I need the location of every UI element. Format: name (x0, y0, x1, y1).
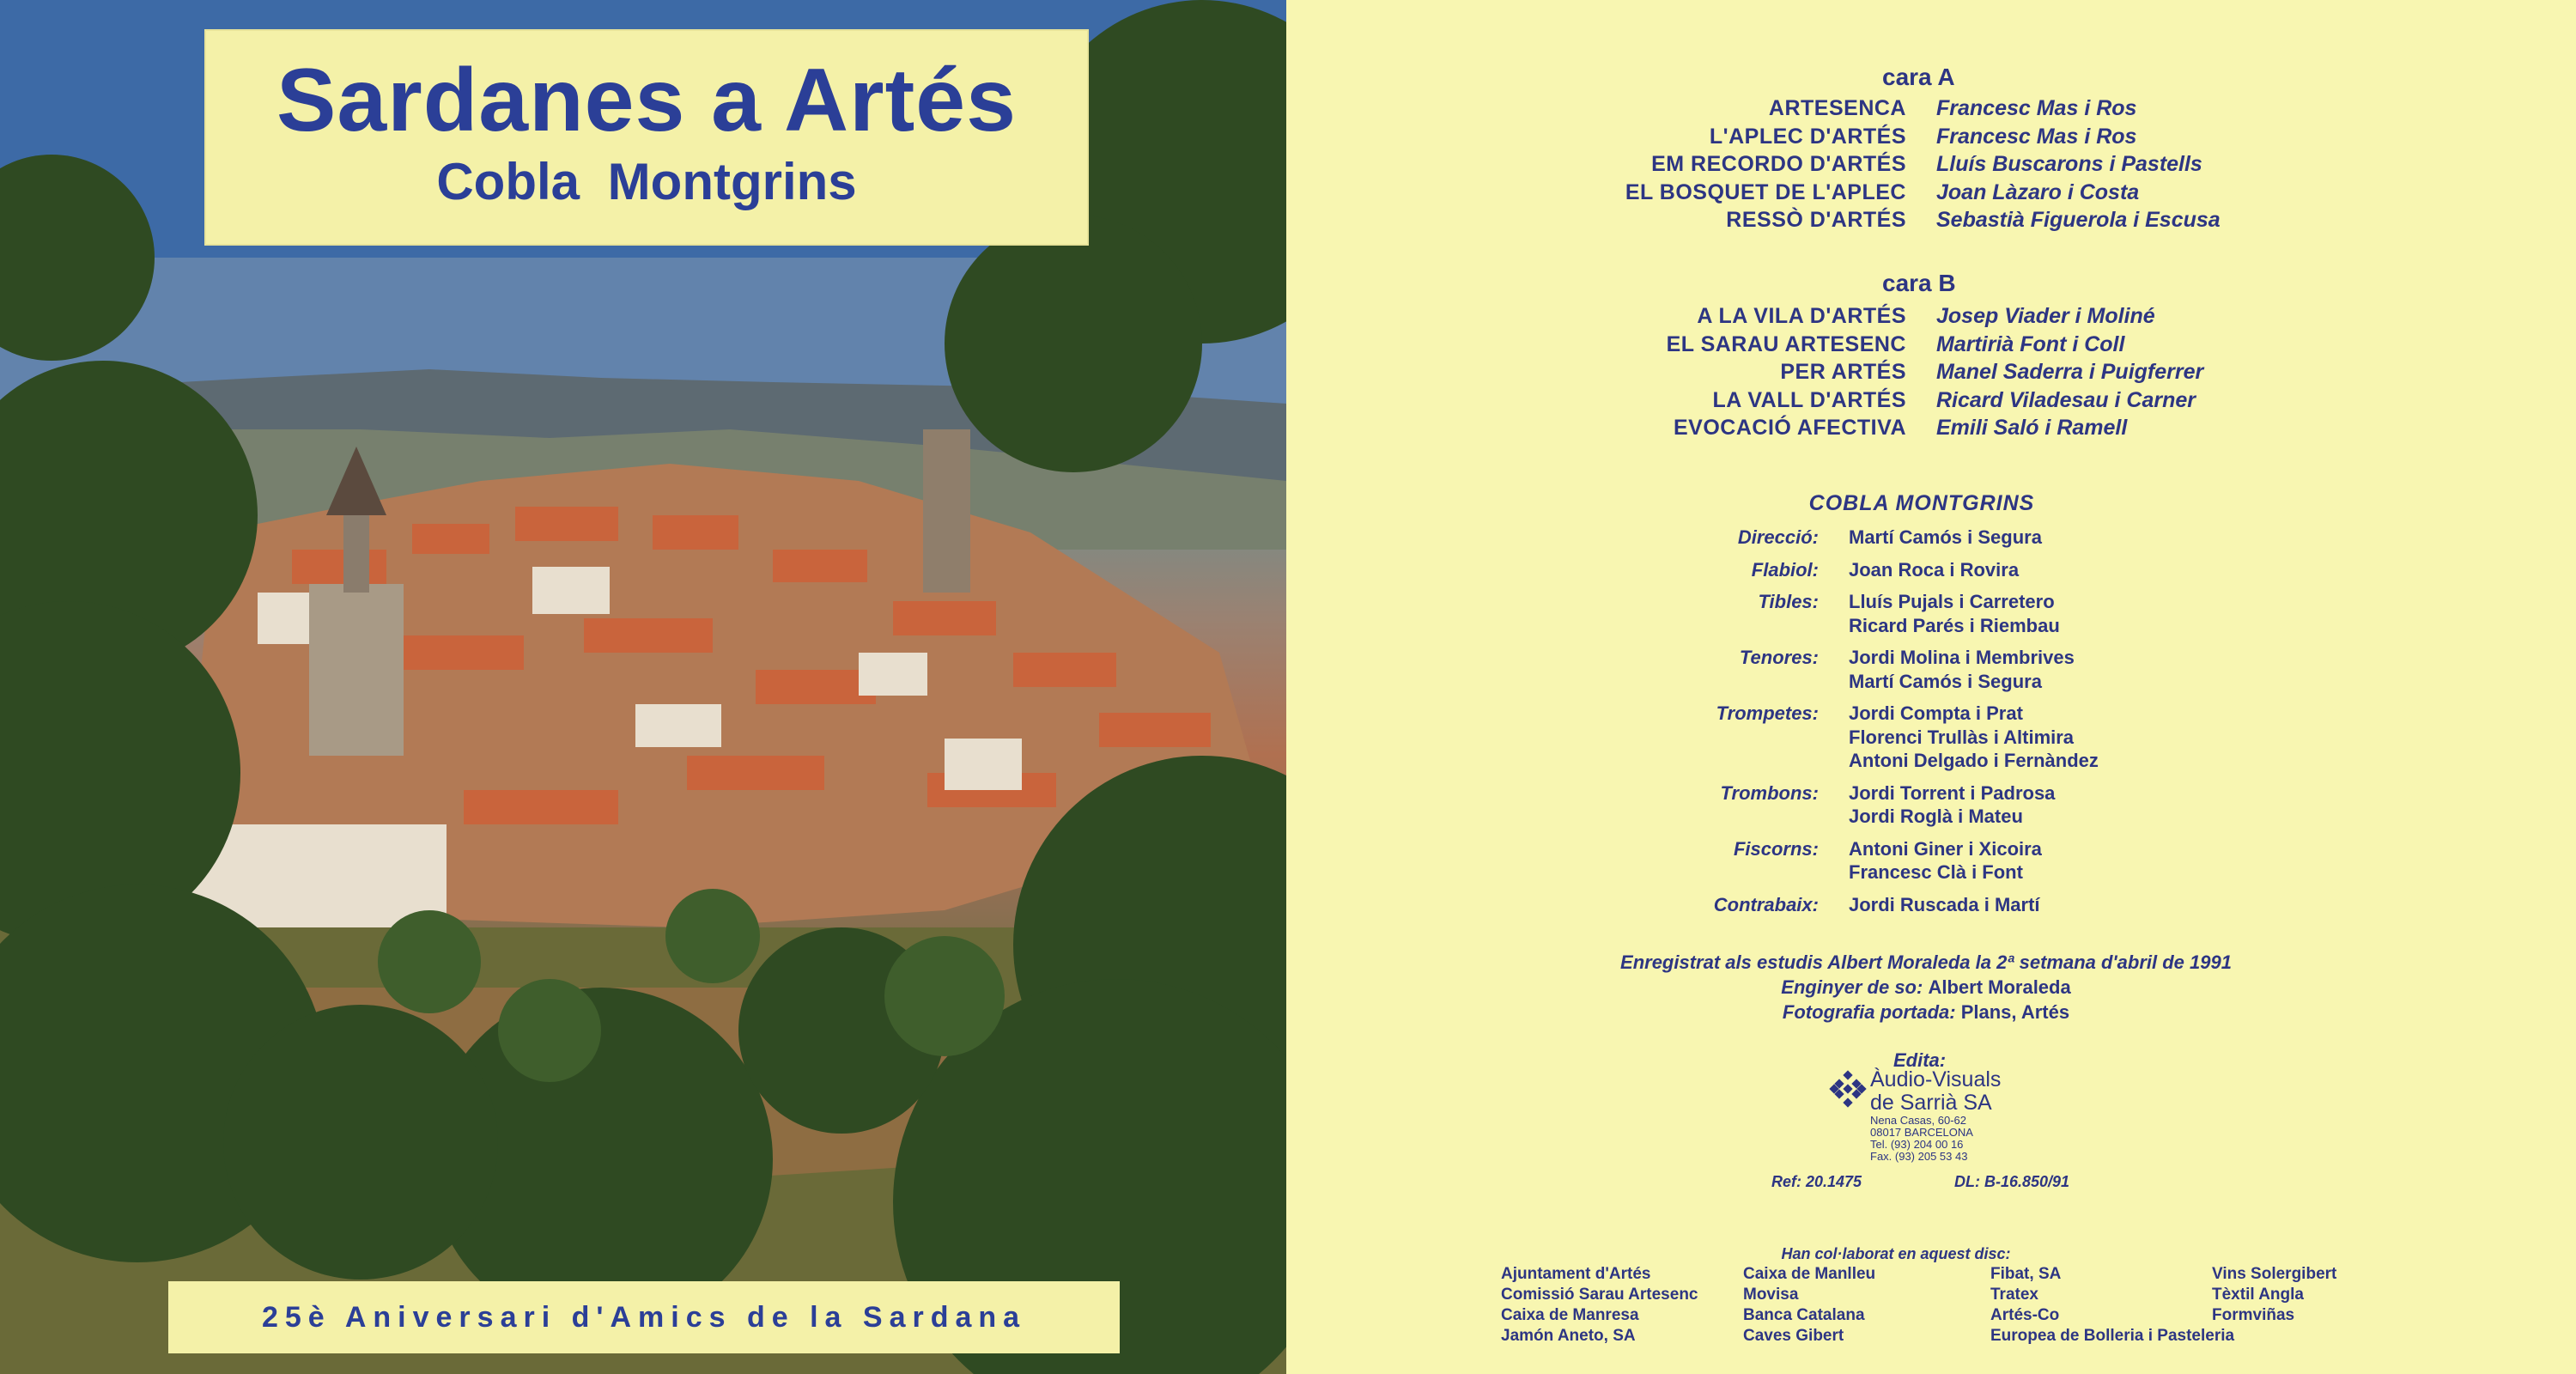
collaborators-column (1743, 1264, 1875, 1347)
recording-credits (1286, 950, 2566, 1024)
musician-name: Jordi Compta i Prat (1849, 702, 2023, 724)
track-title: EVOCACIÓ AFECTIVA (1673, 416, 1906, 440)
collaborator: Ajuntament d'Artés (1501, 1265, 1651, 1283)
cobla-heading: COBLA MONTGRINS (1808, 491, 2035, 515)
musician-group (1286, 837, 2576, 885)
track-row (1286, 332, 2576, 361)
track-title: A LA VILA D'ARTÉS (1697, 304, 1906, 328)
engineer-label: Enginyer de so: (1781, 976, 1923, 998)
track-title: L'APLEC D'ARTÉS (1709, 124, 1906, 149)
track-title: ARTESENCA (1768, 96, 1906, 120)
instrument-role: Trombons: (1720, 781, 1819, 804)
collaborator: Fibat, SA (1990, 1265, 2062, 1283)
collaborator: Formviñas (2212, 1306, 2295, 1324)
publisher-logo-icon (1829, 1070, 1867, 1108)
track-title: LA VALL D'ARTÉS (1712, 387, 1906, 412)
instrument-role: Contrabaix: (1713, 893, 1819, 915)
address-line: 08017 BARCELONA (1870, 1126, 1973, 1139)
musician-group (1286, 702, 2576, 773)
musician-name: Francesc Clà i Font (1849, 861, 2023, 883)
collaborator: Comissió Sarau Artesenc (1501, 1286, 1698, 1304)
address-line: Nena Casas, 60-62 (1870, 1114, 1967, 1127)
photo-credit: Plans, Artés (1960, 1001, 2070, 1023)
track-title: RESSÒ D'ARTÉS (1726, 208, 1906, 232)
collaborator: Tratex (1990, 1286, 2038, 1304)
musician-name: Jordi Ruscada i Martí (1849, 893, 2040, 915)
musician-name: Jordi Molina i Membrives (1849, 647, 2075, 668)
musician-group (1286, 781, 2576, 829)
collaborator: Banca Catalana (1743, 1306, 1865, 1324)
track-row (1286, 208, 2576, 236)
musician-name: Jordi Torrent i Padrosa (1849, 781, 2056, 804)
side-b-tracklist (1286, 304, 2576, 444)
musician-group (1286, 893, 2576, 917)
address-line: Tel. (93) 204 00 16 (1870, 1138, 1964, 1151)
instrument-role: Direcció: (1737, 526, 1819, 548)
instrument-role: Fiscorns: (1733, 837, 1819, 860)
publisher-address (1870, 1115, 1973, 1163)
track-row (1286, 152, 2576, 180)
track-composer: Manel Saderra i Puigferrer (1936, 360, 2204, 384)
track-composer: Emili Saló i Ramell (1936, 416, 2128, 440)
legal-deposit: DL: B-16.850/91 (1954, 1173, 2070, 1190)
track-row (1286, 96, 2576, 125)
front-cover (0, 0, 1286, 1374)
collaborator: Caixa de Manresa (1501, 1306, 1639, 1324)
musician-name: Antoni Delgado i Fernàndez (1849, 750, 2099, 771)
musician-group (1286, 646, 2576, 693)
photo-label: Fotografia portada: (1782, 1001, 1956, 1023)
cover-title-box (204, 29, 1089, 246)
collaborators-heading: Han col·laborat en aquest disc: (1781, 1245, 2011, 1262)
track-row (1286, 180, 2576, 209)
track-composer: Lluís Buscarons i Pastells (1936, 152, 2202, 176)
track-row (1286, 360, 2576, 388)
collaborators-column (1501, 1264, 1698, 1347)
track-composer: Francesc Mas i Ros (1936, 124, 2137, 149)
anniversary-banner: 25è Aniversari d'Amics de la Sardana (168, 1281, 1120, 1353)
album-title: Sardanes a Artés (276, 51, 1017, 150)
track-composer: Francesc Mas i Ros (1936, 96, 2137, 120)
instrument-role: Flabiol: (1751, 558, 1819, 581)
collaborator: Caves Gibert (1743, 1327, 1844, 1345)
track-title: EM RECORDO D'ARTÉS (1651, 152, 1906, 176)
track-composer: Sebastià Figuerola i Escusa (1936, 208, 2221, 232)
engineer-line (1286, 975, 2566, 1000)
musician-name: Joan Roca i Rovira (1849, 558, 2020, 581)
photo-line (1286, 1000, 2566, 1024)
instrument-role: Tibles: (1758, 591, 1819, 612)
instrument-role: Trompetes: (1716, 702, 1819, 724)
recording-note: Enregistrat als estudis Albert Moraleda la 2ª setmana d'abril de 1991 (1620, 951, 2232, 973)
musician-name: Martí Camós i Segura (1849, 670, 2042, 692)
back-cover (1286, 0, 2576, 1374)
musician-list (1286, 526, 2576, 925)
side-a-tracklist (1286, 96, 2576, 236)
publisher-label: Edita: (1893, 1049, 1947, 1071)
publisher-name (1870, 1068, 2001, 1115)
collaborator: Artés-Co (1990, 1306, 2060, 1324)
musician-name: Ricard Parés i Riembau (1849, 614, 2060, 636)
musician-name: Lluís Pujals i Carretero (1849, 591, 2055, 612)
collaborator: Jamón Aneto, SA (1501, 1327, 1636, 1345)
collaborator: Tèxtil Angla (2212, 1286, 2304, 1304)
collaborator: Caixa de Manlleu (1743, 1265, 1876, 1283)
engineer-name: Albert Moraleda (1928, 976, 2071, 998)
publisher-name-line: Àudio-Visuals (1870, 1067, 2002, 1091)
side-a-label: cara A (1882, 64, 1955, 90)
musician-group (1286, 526, 2576, 550)
track-title: EL BOSQUET DE L'APLEC (1625, 179, 1906, 204)
publisher-name-line: de Sarrià SA (1870, 1091, 1992, 1115)
musician-name: Martí Camós i Segura (1849, 526, 2042, 548)
instrument-role: Tenores: (1739, 647, 1819, 668)
album-subtitle: Cobla Montgrins (436, 153, 857, 210)
track-row (1286, 388, 2576, 416)
musician-name: Jordi Roglà i Mateu (1849, 806, 2023, 827)
collaborator: Europea de Bolleria i Pasteleria (1990, 1327, 2235, 1345)
track-composer: Joan Làzaro i Costa (1936, 179, 2140, 204)
musician-group (1286, 558, 2576, 582)
collaborator: Movisa (1743, 1286, 1799, 1304)
side-b-label: cara B (1882, 270, 1956, 296)
collaborator: Vins Solergibert (2212, 1265, 2337, 1283)
collaborators-column (1990, 1264, 2234, 1347)
track-composer: Josep Viader i Moliné (1936, 304, 2155, 328)
collaborators-column (2212, 1264, 2336, 1326)
musician-group (1286, 590, 2576, 637)
musician-name: Antoni Giner i Xicoira (1849, 837, 2042, 860)
musician-name: Florenci Trullàs i Altimira (1849, 726, 2075, 748)
track-row (1286, 416, 2576, 444)
track-row (1286, 304, 2576, 332)
track-composer: Martirià Font i Coll (1936, 331, 2125, 356)
track-title: PER ARTÉS (1780, 360, 1906, 384)
track-title: EL SARAU ARTESENC (1666, 331, 1906, 356)
track-composer: Ricard Viladesau i Carner (1936, 387, 2196, 412)
address-line: Fax. (93) 205 53 43 (1870, 1150, 1968, 1163)
catalog-ref: Ref: 20.1475 (1771, 1173, 1862, 1190)
track-row (1286, 125, 2576, 153)
